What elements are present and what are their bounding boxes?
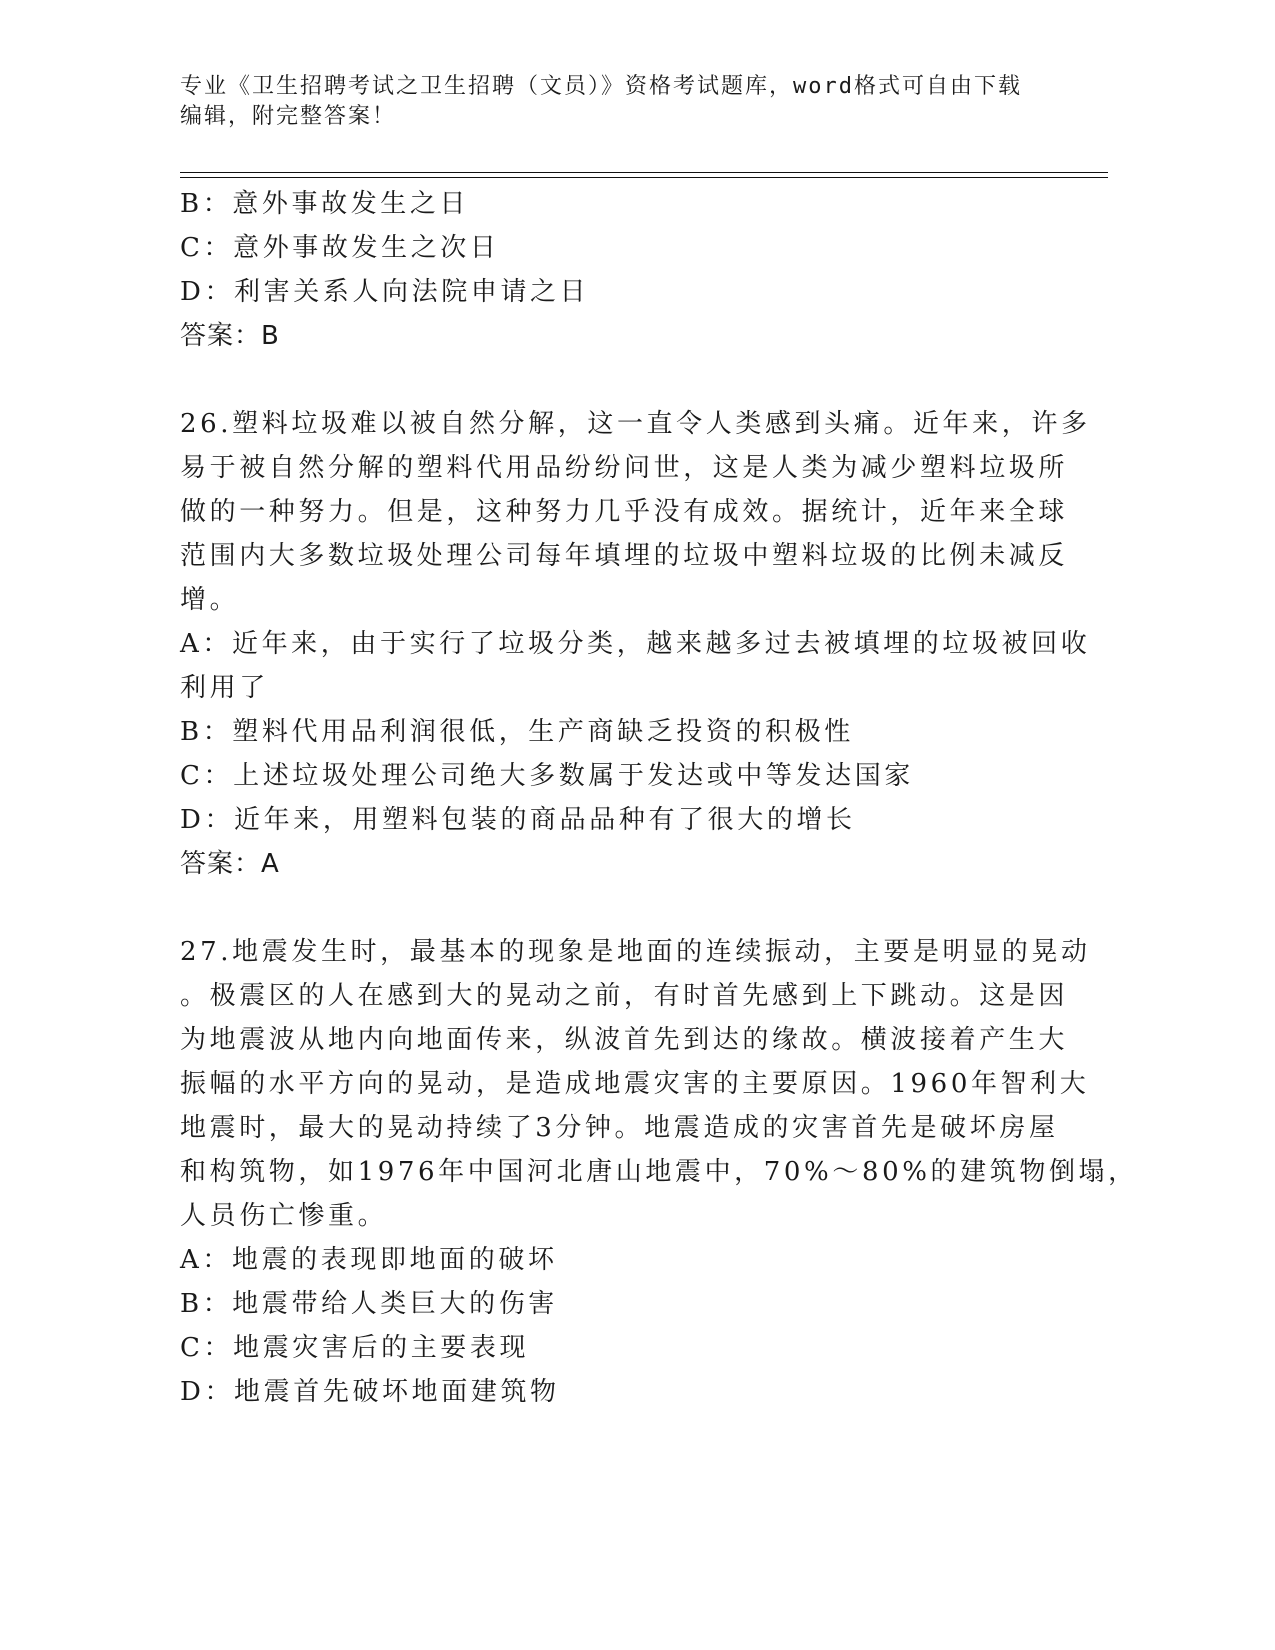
q26-option-a: A：近年来，由于实行了垃圾分类，越来越多过去被填埋的垃圾被回收 bbox=[180, 629, 1091, 659]
q27-stem-line: 振幅的水平方向的晃动，是造成地震灾害的主要原因。1960年智利大 bbox=[180, 1069, 1090, 1099]
document-header bbox=[180, 72, 1060, 132]
q27-option-c: C：地震灾害后的主要表现 bbox=[180, 1333, 530, 1363]
q26-stem-line: 范围内大多数垃圾处理公司每年填埋的垃圾中塑料垃圾的比例未减反 bbox=[180, 541, 1069, 571]
q27-option-b: B：地震带给人类巨大的伤害 bbox=[180, 1289, 558, 1319]
q26-stem-line: 做的一种努力。但是，这种努力几乎没有成效。据统计，近年来全球 bbox=[180, 497, 1069, 527]
header-line-1: 专业《卫生招聘考试之卫生招聘（文员）》资格考试题库，word格式可自由下载 bbox=[180, 74, 1022, 99]
q26-answer: 答案：A bbox=[180, 849, 280, 879]
question-25 bbox=[180, 182, 1040, 358]
q27-option-a: A：地震的表现即地面的破坏 bbox=[180, 1245, 558, 1275]
q27-stem-line: 为地震波从地内向地面传来，纵波首先到达的缘故。横波接着产生大 bbox=[180, 1025, 1069, 1055]
spacer bbox=[180, 886, 1040, 930]
header-line-2: 编辑，附完整答案！ bbox=[180, 104, 397, 129]
q26-stem-line: 增。 bbox=[180, 585, 240, 615]
q27-stem-line: 27.地震发生时，最基本的现象是地面的连续振动，主要是明显的晃动 bbox=[180, 937, 1091, 967]
header-divider-bottom bbox=[180, 177, 1108, 178]
q27-stem-line: 和构筑物，如1976年中国河北唐山地震中，70%～80%的建筑物倒塌， bbox=[180, 1157, 1138, 1187]
spacer bbox=[180, 358, 1040, 402]
q26-option-a-cont: 利用了 bbox=[180, 673, 269, 703]
q25-option-c: C：意外事故发生之次日 bbox=[180, 233, 500, 263]
question-27 bbox=[180, 930, 1138, 1414]
q25-option-d: D：利害关系人向法院申请之日 bbox=[180, 277, 590, 307]
q27-stem-line: 。极震区的人在感到大的晃动之前，有时首先感到上下跳动。这是因 bbox=[180, 981, 1069, 1011]
q27-stem-line: 人员伤亡惨重。 bbox=[180, 1201, 388, 1231]
q25-option-b: B：意外事故发生之日 bbox=[180, 189, 470, 219]
header-divider-top bbox=[180, 172, 1108, 173]
q26-stem-line: 26.塑料垃圾难以被自然分解，这一直令人类感到头痛。近年来，许多 bbox=[180, 409, 1091, 439]
q27-option-d: D：地震首先破坏地面建筑物 bbox=[180, 1377, 560, 1407]
q26-stem-line: 易于被自然分解的塑料代用品纷纷问世，这是人类为减少塑料垃圾所 bbox=[180, 453, 1069, 483]
q27-stem-line: 地震时，最大的晃动持续了3分钟。地震造成的灾害首先是破坏房屋 bbox=[180, 1113, 1059, 1143]
q25-answer: 答案：B bbox=[180, 321, 280, 351]
q26-option-d: D：近年来，用塑料包装的商品品种有了很大的增长 bbox=[180, 805, 856, 835]
q26-option-c: C：上述垃圾处理公司绝大多数属于发达或中等发达国家 bbox=[180, 761, 914, 791]
question-content bbox=[180, 182, 1138, 1414]
q26-option-b: B：塑料代用品利润很低，生产商缺乏投资的积极性 bbox=[180, 717, 854, 747]
question-26 bbox=[180, 402, 1091, 886]
